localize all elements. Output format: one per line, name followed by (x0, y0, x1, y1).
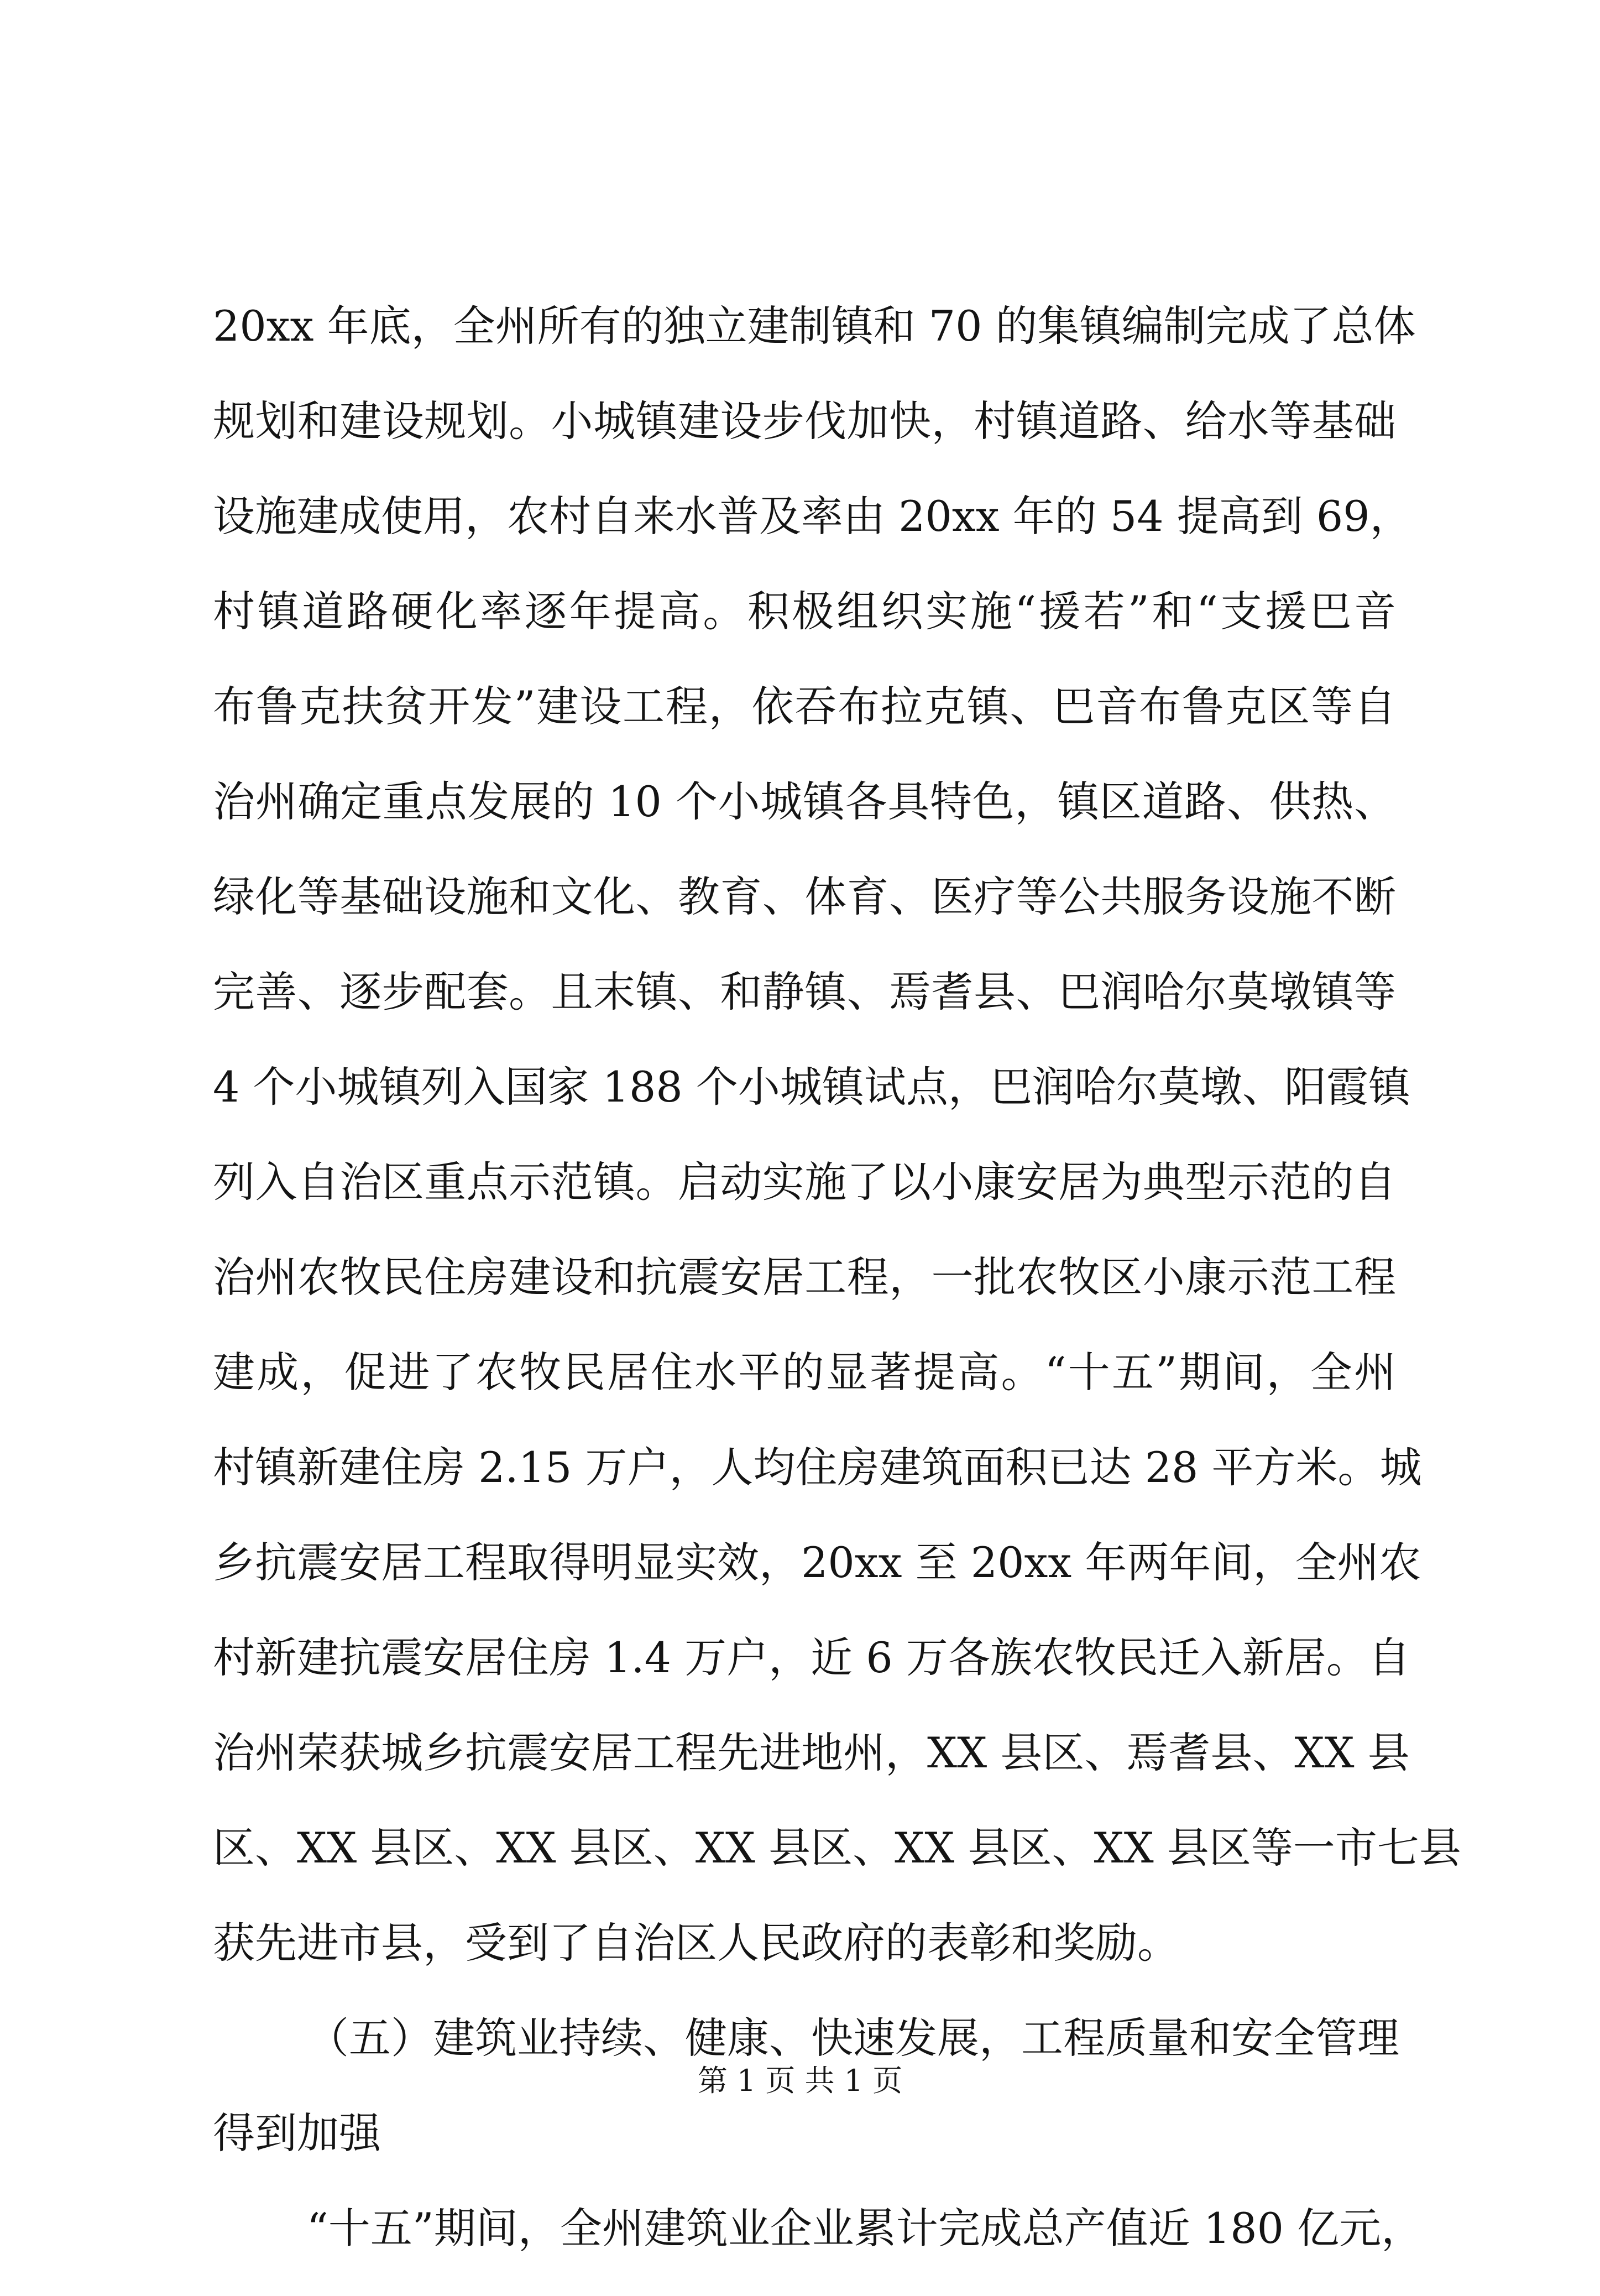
text-line: 4 个小城镇列入国家 188 个小城镇试点，巴润哈尔莫墩、阳霞镇 (213, 1062, 1410, 1112)
heading-line: 得到加强 (213, 2109, 381, 2158)
page-number-footer: 第 1 页 共 1 页 (697, 2063, 903, 2098)
text-line: 区、XX 县区、XX 县区、XX 县区、XX 县区、XX 县区等一市七县 (213, 1823, 1461, 1872)
paragraph-construction (213, 2201, 1424, 2296)
text-line: 村新建抗震安居住房 1.4 万户，近 6 万各族农牧民迁入新居。自 (213, 1633, 1410, 1682)
text-line: 治州确定重点发展的 10 个小城镇各具特色，镇区道路、供热、 (213, 777, 1396, 826)
text-line: 治州农牧民住房建设和抗震安居工程，一批农牧区小康示范工程 (213, 1253, 1396, 1302)
text-line: 设施建成使用，农村自来水普及率由 20xx 年的 54 提高到 69， (213, 492, 1412, 541)
text-line: “十五”期间，全州建筑业企业累计完成总产值近 180 亿元， (307, 2204, 1424, 2253)
heading-line: （五）建筑业持续、健康、快速发展，工程质量和安全管理 (307, 2013, 1399, 2063)
text-line: 乡抗震安居工程取得明显实效，20xx 至 20xx 年两年间，全州农 (213, 1538, 1421, 1587)
text-line: 20xx 年底，全州所有的独立建制镇和 70 的集镇编制完成了总体 (213, 301, 1416, 351)
text-line: 完善、逐步配套。且末镇、和静镇、焉耆县、巴润哈尔莫墩镇等 (213, 967, 1396, 1016)
text-line: 治州荣获城乡抗震安居工程先进地州，XX 县区、焉耆县、XX 县 (213, 1728, 1410, 1777)
text-line: 绿化等基础设施和文化、教育、体育、医疗等公共服务设施不断 (213, 872, 1396, 921)
text-line: 建成，促进了农牧民居住水平的显著提高。“十五”期间，全州 (213, 1348, 1396, 1397)
text-line: 列入自治区重点示范镇。启动实施了以小康安居为典型示范的自 (213, 1157, 1396, 1207)
document-body (213, 299, 1461, 2296)
text-line: 获先进市县，受到了自治区人民政府的表彰和奖励。 (213, 1918, 1179, 1968)
paragraph-housing (213, 299, 1461, 2011)
section-heading (213, 2011, 1399, 2201)
text-line: 布鲁克扶贫开发”建设工程，依吞布拉克镇、巴音布鲁克区等自 (213, 682, 1396, 731)
text-line: 村镇新建住房 2.15 万户，人均住房建筑面积已达 28 平方米。城 (213, 1443, 1422, 1492)
text-line: 村镇道路硬化率逐年提高。积极组织实施“援若”和“支援巴音 (213, 587, 1396, 636)
text-line: 规划和建设规划。小城镇建设步伐加快，村镇道路、给水等基础 (213, 396, 1396, 446)
